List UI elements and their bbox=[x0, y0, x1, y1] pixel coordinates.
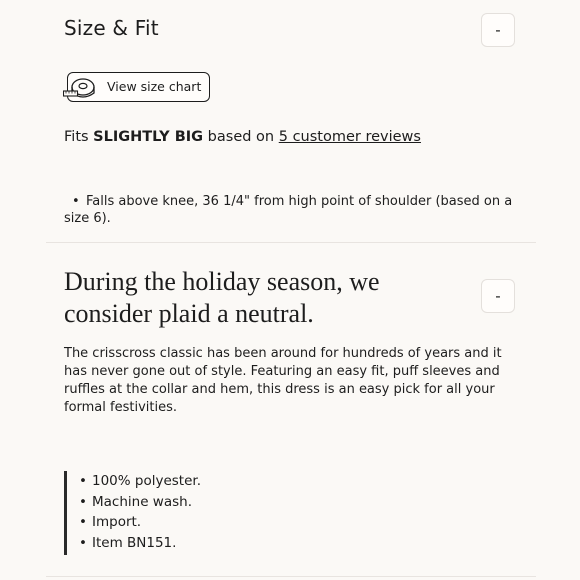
feature-item: • Import. bbox=[79, 512, 201, 533]
size-fit-title: Size & Fit bbox=[64, 16, 159, 40]
description-heading: During the holiday season, we consider plaid a neutral. bbox=[64, 267, 380, 328]
section-divider bbox=[46, 576, 536, 577]
description-body: The crisscross classic has been around for hundreds of years and it has never gone out of style. Featuring an easy fit, puff sleeves and ruffles at the collar and hem, this dress is an easy pick for all your formal festivities. bbox=[64, 346, 502, 415]
view-size-chart-label: View size chart bbox=[107, 79, 202, 94]
features-list bbox=[79, 471, 201, 553]
fit-prefix: Fits bbox=[64, 129, 94, 145]
size-fit-collapse-button[interactable]: - bbox=[481, 13, 515, 47]
view-size-chart-button[interactable] bbox=[67, 72, 210, 102]
measuring-tape-icon bbox=[63, 76, 99, 105]
feature-item: • 100% polyester. bbox=[79, 471, 201, 492]
bullet-dot: • bbox=[72, 194, 80, 209]
customer-reviews-link[interactable]: 5 customer reviews bbox=[278, 129, 421, 145]
fit-detail-text: Falls above knee, 36 1/4" from high point of shoulder (based on a size 6). bbox=[64, 194, 513, 226]
feature-item: • Item BN151. bbox=[79, 533, 201, 554]
fit-summary bbox=[64, 129, 421, 145]
fit-value: SLIGHTLY BIG bbox=[93, 129, 204, 145]
feature-item: • Machine wash. bbox=[79, 492, 201, 513]
section-divider bbox=[46, 242, 536, 243]
fit-middle: based on bbox=[203, 129, 279, 145]
product-features bbox=[64, 471, 201, 555]
fit-detail-item bbox=[64, 193, 524, 227]
description-collapse-button[interactable]: - bbox=[481, 279, 515, 313]
